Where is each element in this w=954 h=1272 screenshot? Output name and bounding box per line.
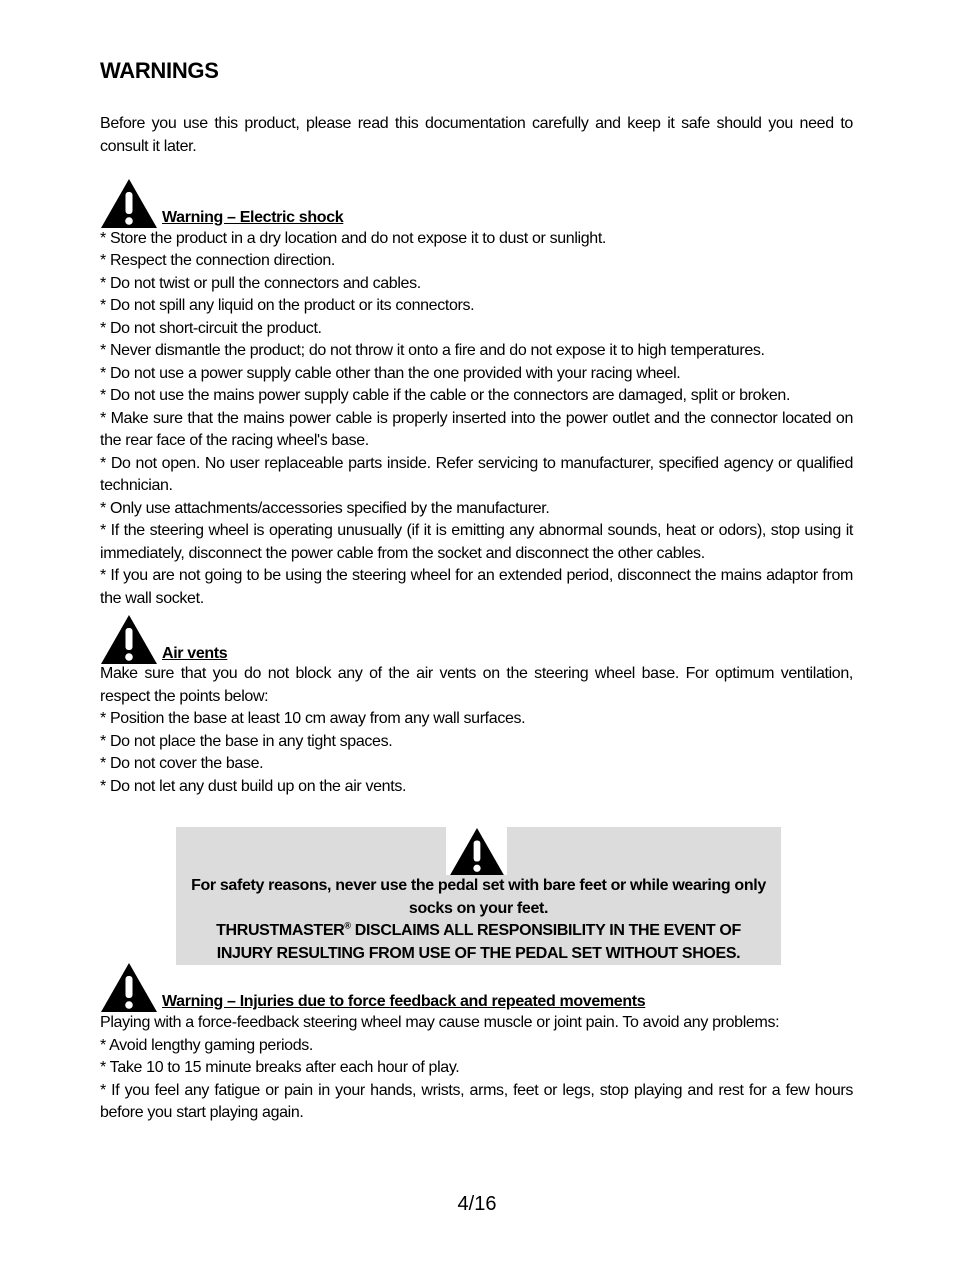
- list-item: * Do not place the base in any tight spaces.: [100, 732, 393, 750]
- list-item: * If the steering wheel is operating unusually (if it is emitting any abnormal sounds, heat or odors), stop using it immediately, disconnect the power cable from the socket and disconnect the other cables.: [100, 522, 853, 562]
- warning-triangle-icon: [448, 827, 506, 875]
- list-item: * Do not spill any liquid on the product or its connectors.: [100, 297, 475, 314]
- list-item: * Avoid lengthy gaming periods.: [100, 1036, 314, 1054]
- page-number: 4/16: [457, 1193, 497, 1215]
- notice-text: [176, 875, 781, 965]
- list-item: * Do not let any dust build up on the air vents.: [100, 777, 407, 795]
- section-force-feedback: [100, 962, 853, 1125]
- section-title: Warning – Electric shock: [162, 209, 344, 226]
- air-vents-list: [100, 708, 853, 798]
- section-heading: [100, 614, 853, 664]
- section-heading: [100, 178, 853, 228]
- list-item: * Respect the connection direction.: [100, 252, 336, 269]
- list-item: * Only use attachments/accessories specified by the manufacturer.: [100, 499, 550, 517]
- registered-mark: ®: [344, 920, 351, 931]
- warning-triangle-icon: [100, 178, 158, 228]
- notice-disclaimer: [176, 920, 781, 965]
- list-item: * Do not short-circuit the product.: [100, 319, 322, 337]
- warning-triangle-icon: [100, 614, 158, 664]
- list-item: * Do not open. No user replaceable parts inside. Refer servicing to manufacturer, specified agency or qualified technician.: [100, 454, 853, 494]
- electric-shock-list: [100, 228, 853, 611]
- list-item: * Do not cover the base.: [100, 755, 264, 772]
- disclaimer-text: DISCLAIMS ALL RESPONSIBILITY IN THE EVENT OF INJURY RESULTING FROM USE OF THE PEDAL SET WITHOUT SHOES.: [216, 922, 741, 962]
- section-heading: [100, 962, 853, 1012]
- list-item: * Position the base at least 10 cm away from any wall surfaces.: [100, 710, 526, 727]
- notice-safety-line: For safety reasons, never use the pedal set with bare feet or while wearing only socks on your feet.: [191, 877, 766, 917]
- force-feedback-intro: Playing with a force-feedback steering wheel may cause muscle or joint pain. To avoid any problems:: [100, 1014, 780, 1031]
- section-air-vents: [100, 614, 853, 798]
- list-item: * Do not twist or pull the connectors and cables.: [100, 274, 421, 292]
- list-item: * Never dismantle the product; do not throw it onto a fire and do not expose it to high temperatures.: [100, 342, 765, 359]
- list-item: * Make sure that the mains power cable is properly inserted into the power outlet and the connector located on the rear face of the racing wheel's base.: [100, 409, 853, 449]
- section-electric-shock: [100, 178, 853, 610]
- list-item: * Do not use the mains power supply cable if the cable or the connectors are damaged, split or broken.: [100, 387, 791, 404]
- warning-triangle-icon: [100, 962, 158, 1012]
- section-title: Air vents: [162, 645, 228, 662]
- section-title: Warning – Injuries due to force feedback and repeated movements: [162, 993, 646, 1010]
- force-feedback-list: [100, 1035, 853, 1125]
- list-item: * Do not use a power supply cable other than the one provided with your racing wheel.: [100, 364, 681, 382]
- page-title: WARNINGS: [100, 58, 219, 83]
- list-item: * Store the product in a dry location and do not expose it to dust or sunlight.: [100, 229, 607, 247]
- notice-icon-backdrop: [446, 827, 507, 875]
- safety-notice-box: [176, 827, 781, 965]
- list-item: * Take 10 to 15 minute breaks after each hour of play.: [100, 1059, 460, 1076]
- brand-name: THRUSTMASTER: [216, 922, 345, 939]
- list-item: * If you feel any fatigue or pain in your hands, wrists, arms, feet or legs, stop playing and rest for a few hours before you start playing again.: [100, 1081, 853, 1121]
- list-item: * If you are not going to be using the steering wheel for an extended period, disconnect the mains adaptor from the wall socket.: [100, 567, 853, 607]
- intro-paragraph: Before you use this product, please read this documentation carefully and keep it safe should you need to consult it later.: [100, 115, 853, 155]
- air-vents-intro: Make sure that you do not block any of the air vents on the steering wheel base. For optimum ventilation, respect the points below:: [100, 665, 853, 705]
